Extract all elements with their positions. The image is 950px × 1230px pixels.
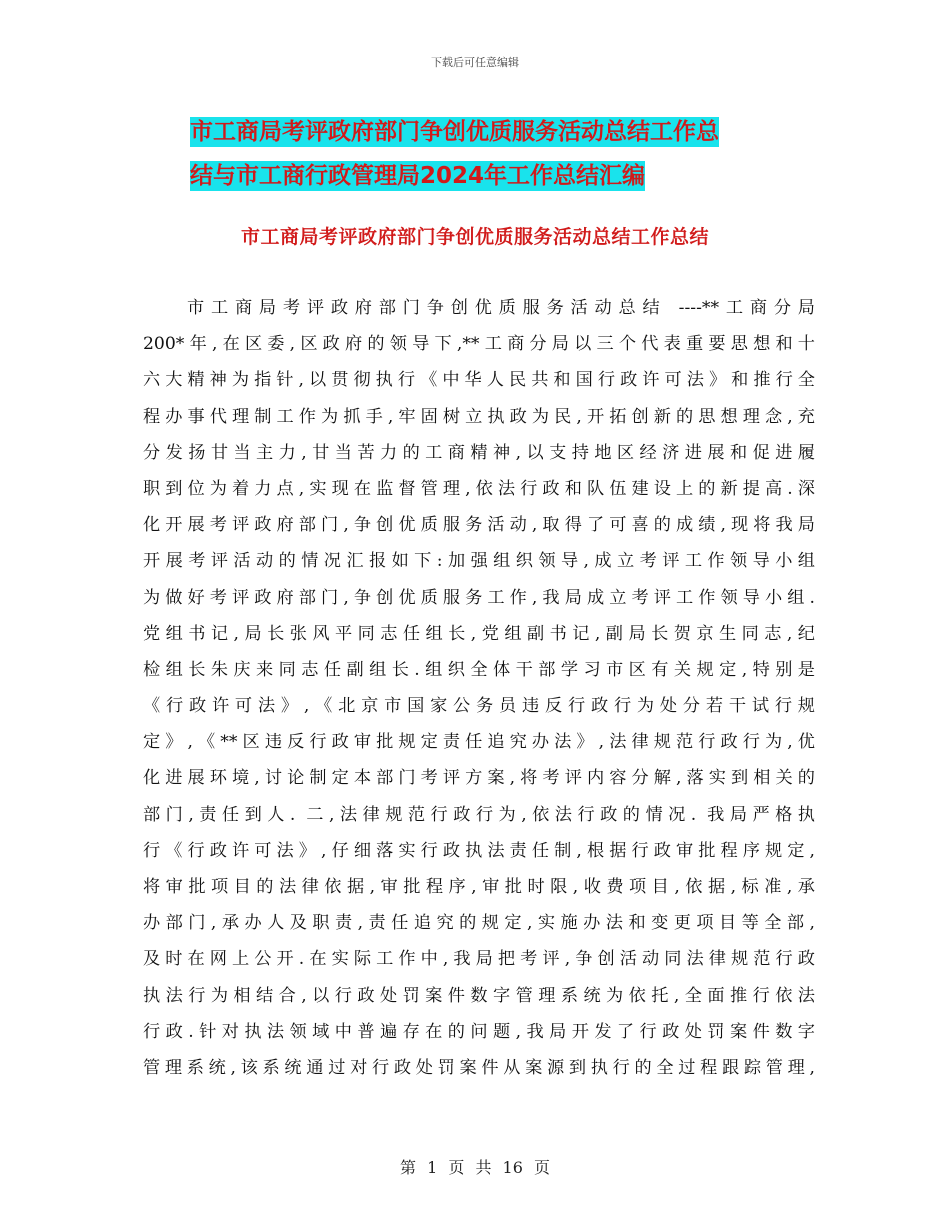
body-line: 市工商局考评政府部门争创优质服务活动总结 ----**工商分局: [187, 298, 815, 318]
body-line: 检组长朱庆来同志任副组长.组织全体干部学习市区有关规定,特别是: [143, 659, 815, 680]
body-line: 部门,责任到人. 二,法律规范行政行为,依法行政的情况. 我局严格执: [143, 804, 815, 825]
body-line: 程办事代理制工作为抓手,牢固树立执政为民,开拓创新的思想理念,充: [143, 406, 815, 427]
document-title-line-2-text: 结与市工商行政管理局2024年工作总结汇编: [190, 163, 646, 189]
body-line: 及时在网上公开.在实际工作中,我局把考评,争创活动同法律规范行政: [143, 949, 815, 970]
body-line: 《行政许可法》,《北京市国家公务员违反行政行为处分若干试行规: [143, 696, 815, 717]
body-line: 职到位为着力点,实现在监督管理,依法行政和队伍建设上的新提高.深: [143, 478, 815, 499]
body-line: 管理系统,该系统通过对行政处罚案件从案源到执行的全过程跟踪管理,: [143, 1057, 815, 1078]
body-line: 为做好考评政府部门,争创优质服务工作,我局成立考评工作领导小组.: [143, 587, 815, 608]
body-line: 行政.针对执法领域中普遍存在的问题,我局开发了行政处罚案件数字: [143, 1021, 815, 1042]
body-line: 分发扬甘当主力,甘当苦力的工商精神,以支持地区经济进展和促进履: [143, 442, 815, 463]
body-line: 行《行政许可法》,仔细落实行政执法责任制,根据行政审批程序规定,: [143, 840, 815, 861]
body-text: [143, 290, 815, 1086]
body-line: 六大精神为指针,以贯彻执行《中华人民共和国行政许可法》和推行全: [143, 370, 815, 391]
page-header-note: 下载后可任意编辑: [431, 56, 519, 69]
document-title-line-1-text: 市工商局考评政府部门争创优质服务活动总结工作总: [190, 119, 719, 145]
body-line: 办部门,承办人及职责,责任追究的规定,实施办法和变更项目等全部,: [143, 913, 815, 934]
document-title: [150, 110, 850, 198]
document-title-line-2: [150, 154, 850, 198]
document-title-line-1: [150, 110, 850, 154]
body-line: 定》,《**区违反行政审批规定责任追究办法》,法律规范行政行为,优: [143, 732, 815, 753]
body-line: 200*年,在区委,区政府的领导下,**工商分局以三个代表重要思想和十: [143, 334, 815, 355]
body-line: 化进展环境,讨论制定本部门考评方案,将考评内容分解,落实到相关的: [143, 768, 815, 789]
body-line: 将审批项目的法律依据,审批程序,审批时限,收费项目,依据,标准,承: [143, 877, 815, 897]
page-footer-page-number: 第 1 页 共 16 页: [400, 1158, 550, 1177]
body-line: 执法行为相结合,以行政处罚案件数字管理系统为依托,全面推行依法: [143, 985, 815, 1006]
section-heading: 市工商局考评政府部门争创优质服务活动总结工作总结: [240, 226, 709, 248]
body-line: 化开展考评政府部门,争创优质服务活动,取得了可喜的成绩,现将我局: [143, 515, 815, 536]
body-line: 开展考评活动的情况汇报如下:加强组织领导,成立考评工作领导小组: [143, 551, 815, 572]
body-line: 党组书记,局长张风平同志任组长,党组副书记,副局长贺京生同志,纪: [143, 623, 815, 644]
